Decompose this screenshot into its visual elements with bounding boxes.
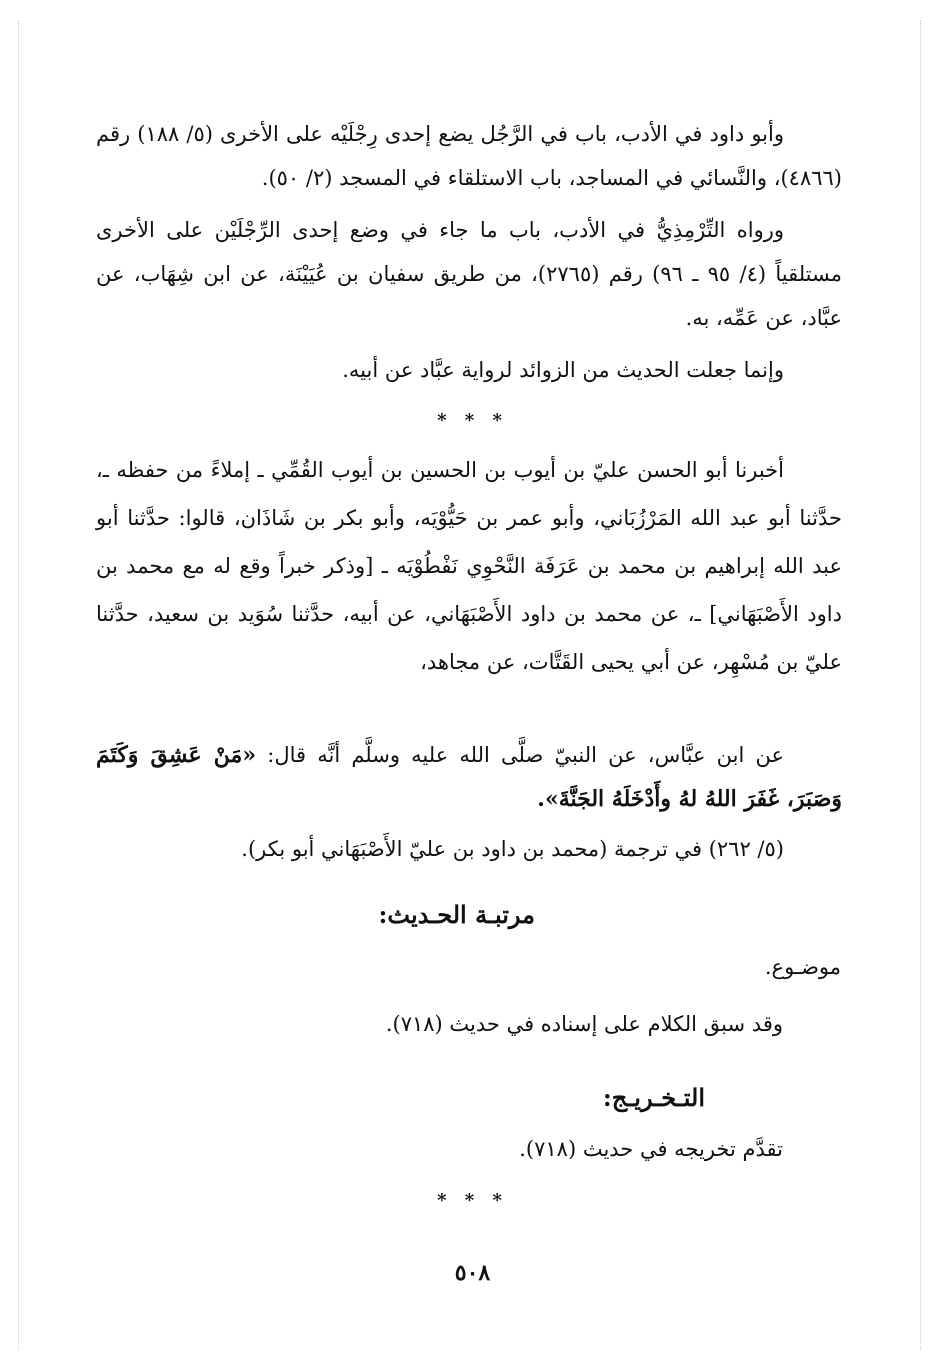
hadith-rank-note: وقد سبق الكلام على إسناده في حديث (٧١٨). [385, 1012, 783, 1036]
margin-guide-left [18, 20, 19, 1350]
takhrij-heading: التـخـريـج: [602, 1083, 705, 1112]
section-separator-end: * * * [437, 1190, 508, 1211]
hadith-matn [96, 733, 842, 821]
section-separator: * * * [437, 410, 508, 431]
hadith-quote: «مَنْ عَشِقَ وَكَتَمَ وَصَبَرَ، غَفَرَ اللهُ لهُ وأَدْخَلَهُ الجَنَّةَ». [96, 742, 842, 812]
hadith-isnad [96, 445, 842, 686]
takhrij-note: تقدَّم تخريجه في حديث (٧١٨). [519, 1137, 783, 1161]
source-reference: (٥/ ٢٦٢) في ترجمة (محمد بن داود بن عليّ الأَصْبَهَاني أبو بكر). [241, 837, 784, 861]
hadith-rank-value: موضـوع. [764, 955, 841, 979]
paragraph-zawaid-note: وإنما جعلت الحديث من الزوائد لرواية عبَّاد عن أبيه. [342, 358, 784, 382]
hadith-isnad-text: أخبرنا أبو الحسن عليّ بن أيوب بن الحسين بن أيوب القُمِّي ـ إملاءً من حفظه ـ، حدَّثنا أبو عبد الله المَرْزُبَاني، وأبو عمر بن حَيُّوْيَه، وأبو بكر بن شَاذَان، قالوا: حدَّثنا أبو عبد الله إبراهيم بن محمد بن عَرَفَة النَّحْوِي نَفْطُوْيَه ـ [وذكر خبراً وقع له مع محمد بن داود الأَصْبَهَاني] ـ، عن محمد بن داود الأَصْبَهَاني، عن أبيه، حدَّثنا سُوَيد بن سعيد، حدَّثنا عليّ بن مُسْهِر، عن أبي يحيى القَتَّات، عن مجاهد، [96, 458, 842, 674]
paragraph-abu-dawud: وأبو داود في الأدب، باب في الرَّجُل يضع إحدى رِجْلَيْه على الأخرى (٥/ ١٨٨) رقم (٤٨٦٦)، والنَّسائي في المساجد، باب الاستلقاء في المسجد (٢/ ٥٠). [96, 122, 842, 190]
page-number: ٥٠٨ [454, 1260, 491, 1286]
hadith-rank-heading: مرتبـة الحـديث: [378, 900, 535, 929]
paragraph-tirmidhi: ورواه التِّرْمِذِيُّ في الأدب، باب ما جاء في وضع إحدى الرِّجْلَيْن على الأخرى مستلقياً (٤/ ٩٥ ـ ٩٦) رقم (٢٧٦٥)، من طريق سفيان بن عُيَيْنَة، عن ابن شِهَاب، عن عبَّاد، عن عَمِّه، به. [96, 218, 842, 330]
margin-guide-right [920, 20, 921, 1350]
hadith-matn-intro: عن ابن عبَّاس، عن النبيّ صلَّى الله عليه وسلَّم أنَّه قال: [256, 743, 785, 767]
